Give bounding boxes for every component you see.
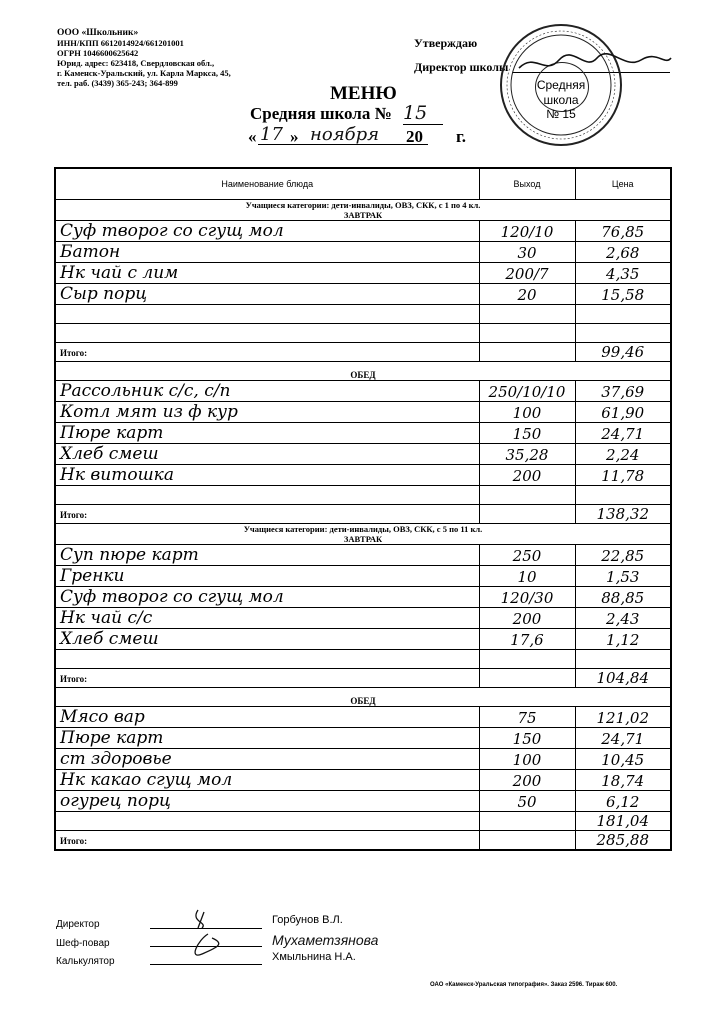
total-value: 99,46 [575,343,671,362]
org-name: ООО «Школьник» [57,28,139,38]
dish-output: 50 [479,791,575,812]
meal-label: ОБЕД [55,688,671,707]
category-label: Учащиеся категории: дети-инвалиды, ОВЗ, СКК, с 5 по 11 кл. [243,524,483,534]
dish-output: 10 [479,566,575,587]
table-row [55,381,671,402]
org-ogrn: ОГРН 1046600625642 [57,48,139,58]
dish-name [55,324,479,343]
date-open-quote: « [248,127,257,146]
total-output-cell [479,505,575,524]
total-label: Итого: [60,836,88,846]
table-row [55,608,671,629]
date-close-quote: » [290,127,299,146]
dish-name: Суф творог со сгущ мол [55,221,479,242]
dish-name: Гренки [55,566,479,587]
dish-output: 200/7 [479,263,575,284]
signature-name-calculator: Хмыльнина Н.А. [272,951,356,963]
table-row [55,629,671,650]
dish-output: 250 [479,545,575,566]
date-year: 20 [406,127,423,146]
dish-output: 150 [479,728,575,749]
dish-output: 17,6 [479,629,575,650]
stamp-line-2: школа [543,93,579,107]
org-inn: ИНН/КПП 6612014924/661201001 [57,38,184,48]
org-address-1: Юрид. адрес: 623418, Свердловская обл., [57,58,215,68]
signature-name-chef: Мухаметзянова [272,932,379,948]
menu-table [54,167,672,851]
total-output-cell [479,669,575,688]
dish-price: 76,85 [575,221,671,242]
category-cell [55,524,671,545]
dish-price: 22,85 [575,545,671,566]
page-title: МЕНЮ [330,83,397,104]
signature-role-chef: Шеф-повар [56,938,110,949]
category-cell [55,200,671,221]
dish-output: 30 [479,242,575,263]
dish-price: 11,78 [575,465,671,486]
dish-price: 2,68 [575,242,671,263]
total-value: 285,88 [575,831,671,851]
dish-name [55,650,479,669]
dish-output: 100 [479,402,575,423]
signature-line-calculator [150,964,262,965]
category-row [55,200,671,221]
col-header-name: Наименование блюда [55,168,479,200]
dish-name: Пюре карт [55,423,479,444]
total-label-cell [55,669,479,688]
table-row [55,402,671,423]
table-row [55,284,671,305]
dish-name: Батон [55,242,479,263]
table-row [55,707,671,728]
total-row [55,343,671,362]
menu-table-body [55,168,671,850]
dish-price: 6,12 [575,791,671,812]
dish-name: Пюре карт [55,728,479,749]
dish-output: 250/10/10 [479,381,575,402]
date-year-suffix: г. [456,127,467,146]
table-row [55,486,671,505]
table-row [55,749,671,770]
dish-name: Суп пюре карт [55,545,479,566]
dish-name: Нк чай с лим [55,263,479,284]
dish-name: ст здоровье [55,749,479,770]
dish-name: Котл мят из ф кур [55,402,479,423]
table-row [55,587,671,608]
school-line [250,102,428,124]
category-label: Учащиеся категории: дети-инвалиды, ОВЗ, СКК, с 1 по 4 кл. [245,200,481,210]
dish-name: Нк витошка [55,465,479,486]
total-row [55,505,671,524]
dish-price: 24,71 [575,728,671,749]
total-label-cell [55,831,479,851]
school-number: 15 [403,102,443,125]
dish-output [479,812,575,831]
dish-output: 200 [479,608,575,629]
total-row [55,669,671,688]
dish-price: 1,53 [575,566,671,587]
school-label: Средняя школа № [250,104,392,123]
dish-price [575,305,671,324]
dish-output: 35,28 [479,444,575,465]
org-header [57,28,231,88]
total-label-cell [55,505,479,524]
total-row [55,831,671,851]
dish-price: 121,02 [575,707,671,728]
table-row [55,545,671,566]
dish-price: 2,24 [575,444,671,465]
approve-label: Утверждаю [414,36,478,50]
dish-name: Хлеб смеш [55,444,479,465]
total-value: 138,32 [575,505,671,524]
meal-label: ЗАВТРАК [343,534,383,544]
table-row [55,324,671,343]
total-output-cell [479,831,575,851]
total-label-cell [55,343,479,362]
dish-output [479,305,575,324]
signature-role-director: Директор [56,919,100,930]
table-row [55,242,671,263]
table-row [55,728,671,749]
dish-output: 200 [479,770,575,791]
org-address-2: г. Каменск-Уральский, ул. Карла Маркса, 45, [57,68,231,78]
dish-output: 20 [479,284,575,305]
dish-price [575,486,671,505]
category-row [55,524,671,545]
date-month: ноября [310,124,380,145]
dish-name: Мясо вар [55,707,479,728]
total-label: Итого: [60,348,88,358]
dish-name: Нк чай с/с [55,608,479,629]
dish-price: 37,69 [575,381,671,402]
signature-name-director: Горбунов В.Л. [272,914,343,926]
meal-row [55,362,671,381]
director-signature-icon [515,50,675,78]
col-header-output: Выход [479,168,575,200]
dish-price: 2,43 [575,608,671,629]
dish-name: Нк какао сгущ мол [55,770,479,791]
signature-scribble-icon [168,904,248,964]
date-underline [258,144,428,145]
dish-name: Суф творог со сгущ мол [55,587,479,608]
table-row [55,566,671,587]
dish-price: 15,58 [575,284,671,305]
dish-price: 1,12 [575,629,671,650]
stamp-outer-ring-icon [500,24,622,146]
dish-output: 120/30 [479,587,575,608]
table-row [55,465,671,486]
dish-price: 181,04 [575,812,671,831]
meal-label: ОБЕД [55,362,671,381]
date-day: 17 [260,124,283,145]
dish-output: 120/10 [479,221,575,242]
table-row [55,770,671,791]
org-phone: тел. раб. (3439) 365-243; 364-899 [57,78,178,88]
signature-role-calculator: Калькулятор [56,956,115,967]
dish-output [479,324,575,343]
dish-name [55,812,479,831]
dish-price: 10,45 [575,749,671,770]
dish-output: 150 [479,423,575,444]
dish-name: огурец порц [55,791,479,812]
table-row [55,263,671,284]
dish-price [575,324,671,343]
table-row [55,423,671,444]
dish-name: Сыр порц [55,284,479,305]
dish-name [55,305,479,324]
dish-price [575,650,671,669]
dish-price: 61,90 [575,402,671,423]
stamp-line-1: Средняя [536,78,586,92]
total-output-cell [479,343,575,362]
director-label: Директор школы [414,60,509,74]
table-row [55,444,671,465]
table-row [55,221,671,242]
dish-output: 75 [479,707,575,728]
dish-output: 200 [479,465,575,486]
dish-price: 24,71 [575,423,671,444]
total-label: Итого: [60,674,88,684]
table-row [55,812,671,831]
dish-name: Хлеб смеш [55,629,479,650]
total-value: 104,84 [575,669,671,688]
table-row [55,305,671,324]
stamp-line-3: № 15 [546,107,576,121]
dish-price: 18,74 [575,770,671,791]
dish-price: 88,85 [575,587,671,608]
table-header-row [55,168,671,200]
dish-name: Рассольник с/с, с/п [55,381,479,402]
table-row [55,650,671,669]
print-footer: ОАО «Каменск-Уральская типография». Заказ 2596. Тираж 600. [430,982,618,988]
dish-output [479,486,575,505]
meal-row [55,688,671,707]
dish-name [55,486,479,505]
dish-output [479,650,575,669]
meal-label: ЗАВТРАК [343,210,383,220]
total-label: Итого: [60,510,88,520]
dish-output: 100 [479,749,575,770]
dish-price: 4,35 [575,263,671,284]
table-row [55,791,671,812]
col-header-price: Цена [575,168,671,200]
